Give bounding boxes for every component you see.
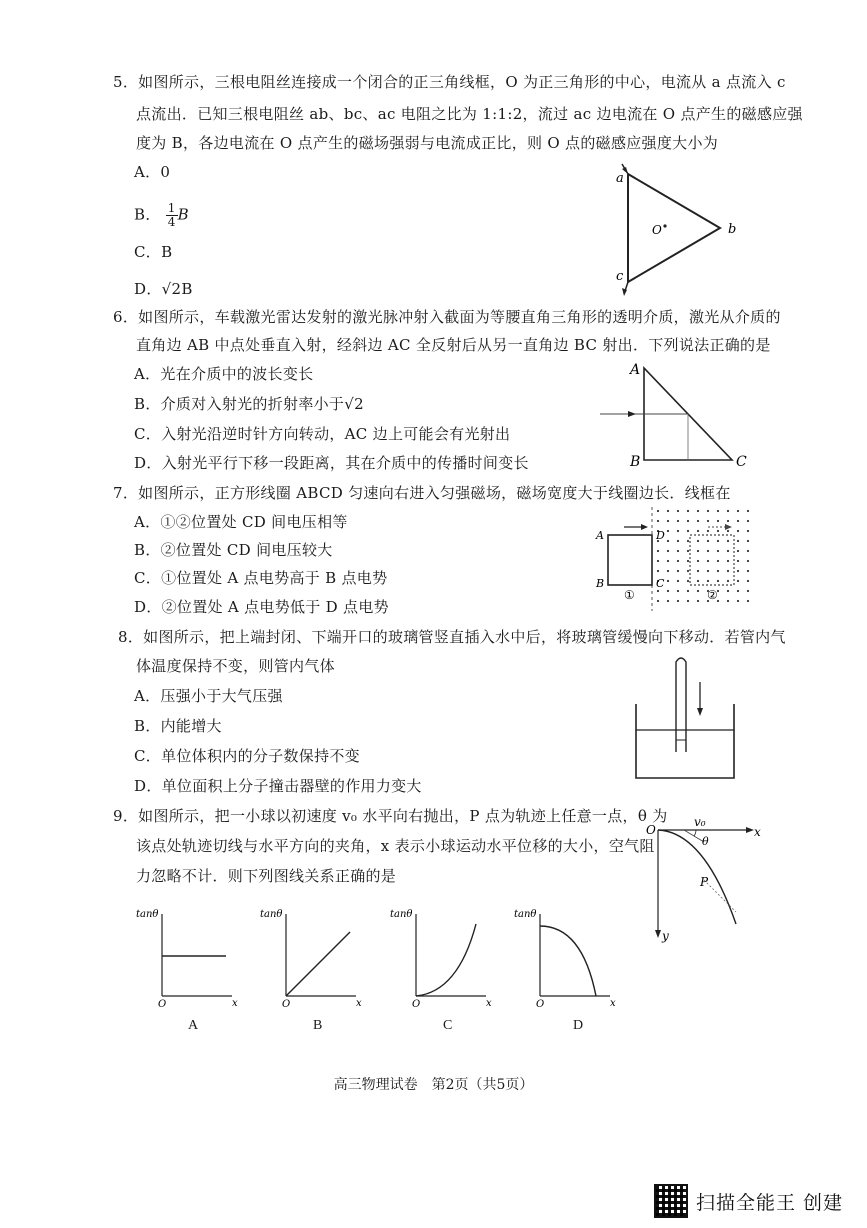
q5-option-b: B． $\frac{1}{4}$ B (134, 201, 189, 229)
q8-stem-line2: 体温度保持不变，则管内气体 (136, 657, 335, 675)
q9-graph-b (258, 900, 368, 1012)
q5-stem-line1: 5．如图所示，三根电阻丝连接成一个闭合的正三角线框，O 为正三角形的中心，电流从 a 点流入 c (113, 73, 786, 91)
q7-label-a: A (596, 529, 604, 542)
q9-graph-d-origin: O (536, 999, 545, 1010)
q9-graph-b-ylabel: tanθ (260, 909, 283, 920)
q9-graph-c-caption: C (443, 1018, 453, 1033)
q9-graph-d-caption: D (573, 1018, 584, 1033)
q6-option-c: C．入射光沿逆时针方向转动，AC 边上可能会有光射出 (134, 425, 511, 443)
q9-label-v0: v₀ (694, 815, 706, 829)
q7-option-b: B．②位置处 CD 间电压较大 (134, 541, 333, 559)
q6-option-d: D．入射光平行下移一段距离，其在介质中的传播时间变长 (134, 454, 529, 472)
q7-position-1: ① (624, 588, 635, 602)
q5-label-c: c (616, 269, 624, 284)
q9-stem-line3: 力忽略不计．则下列图线关系正确的是 (136, 867, 397, 885)
q6-stem-line2: 直角边 AB 中点处垂直入射，经斜边 AC 全反射后从另一直角边 BC 射出．下列说法正确的是 (136, 336, 771, 354)
q9-label-p: P (700, 875, 709, 889)
q9-graph-a-xlabel: x (232, 998, 238, 1009)
q9-label-x: x (754, 825, 761, 839)
q8-option-b: B．内能增大 (134, 717, 222, 735)
q9-graph-c-xlabel: x (486, 998, 492, 1009)
q6-label-c: C (736, 454, 747, 470)
q7-option-c: C．①位置处 A 点电势高于 B 点电势 (134, 569, 388, 587)
q5-triangle-figure (612, 160, 742, 300)
q9-graph-d-ylabel: tanθ (514, 909, 537, 920)
q7-option-a: A．①②位置处 CD 间电压相等 (134, 513, 348, 531)
scanner-watermark (654, 1184, 843, 1218)
watermark-text: 扫描全能王 创建 (695, 1191, 843, 1214)
q5-label-a: a (616, 171, 624, 186)
q6-option-a: A．光在介质中的波长变长 (134, 365, 314, 383)
q5-stem-line3: 度为 B，各边电流在 O 点产生的磁场强弱与电流成正比，则 O 点的磁感应强度大小为 (136, 134, 719, 152)
q9-graph-a-caption: A (188, 1018, 199, 1033)
q7-label-d: D (656, 529, 665, 542)
q9-graph-d (512, 900, 622, 1012)
q9-graph-c-ylabel: tanθ (390, 909, 413, 920)
q9-graph-a-origin: O (158, 999, 167, 1010)
q9-stem-line2: 该点处轨迹切线与水平方向的夹角，x 表示小球运动水平位移的大小，空气阻 (136, 837, 655, 855)
q8-option-a: A．压强小于大气压强 (134, 687, 283, 705)
page-footer: 高三物理试卷 第2页（共5页） (333, 1077, 534, 1093)
q7-stem-line1: 7．如图所示，正方形线圈 ABCD 匀速向右进入匀强磁场，磁场宽度大于线圈边长．线框在 (113, 484, 731, 502)
q6-label-a: A (630, 362, 641, 378)
q9-graph-d-xlabel: x (610, 998, 616, 1009)
q9-graph-c-origin: O (412, 999, 421, 1010)
q7-option-d: D．②位置处 A 点电势低于 D 点电势 (134, 598, 389, 616)
q5-label-o: O (652, 223, 662, 237)
q9-graph-a (134, 900, 244, 1012)
q9-graph-b-origin: O (282, 999, 291, 1010)
q9-graph-b-xlabel: x (356, 998, 362, 1009)
q7-label-c: C (656, 577, 665, 590)
q6-stem-line1: 6．如图所示，车载激光雷达发射的激光脉冲射入截面为等腰直角三角形的透明介质，激光从介质的 (113, 308, 781, 326)
q7-label-b: B (596, 577, 605, 590)
qr-code-icon (654, 1184, 688, 1218)
q9-graph-c (388, 900, 498, 1012)
q8-stem-line1: 8．如图所示，把上端封闭、下端开口的玻璃管竖直插入水中后，将玻璃管缓慢向下移动．若管内气 (118, 628, 786, 646)
q8-option-d: D．单位面积上分子撞击器壁的作用力变大 (134, 777, 422, 795)
q9-projectile-figure (644, 814, 764, 944)
q7-position-2: ② (707, 588, 718, 602)
q6-option-b: B．介质对入射光的折射率小于√2 (134, 395, 364, 413)
q6-prism-figure (596, 360, 756, 472)
q9-label-theta: θ (702, 835, 709, 848)
q5-option-d: D．√2B (134, 280, 193, 298)
q9-stem-line1: 9．如图所示，把一小球以初速度 v₀ 水平向右抛出，P 点为轨迹上任意一点，θ 为 (113, 807, 668, 825)
q5-option-c: C．B (134, 243, 173, 261)
q5-option-a: A．0 (134, 163, 171, 181)
q9-label-y: y (662, 929, 669, 943)
q8-glass-tube-figure (630, 652, 742, 782)
q8-option-c: C．单位体积内的分子数保持不变 (134, 747, 360, 765)
q5-stem-line2: 点流出．已知三根电阻丝 ab、bc、ac 电阻之比为 1:1:2，流过 ac 边电流在 O 点产生的磁感应强 (136, 105, 803, 123)
q9-graph-a-ylabel: tanθ (136, 909, 159, 920)
q5-label-b: b (728, 222, 737, 237)
q9-label-o: O (646, 823, 656, 837)
q7-magnetic-field-figure (590, 505, 762, 615)
q9-graph-b-caption: B (313, 1018, 323, 1033)
q6-label-b: B (630, 454, 641, 470)
